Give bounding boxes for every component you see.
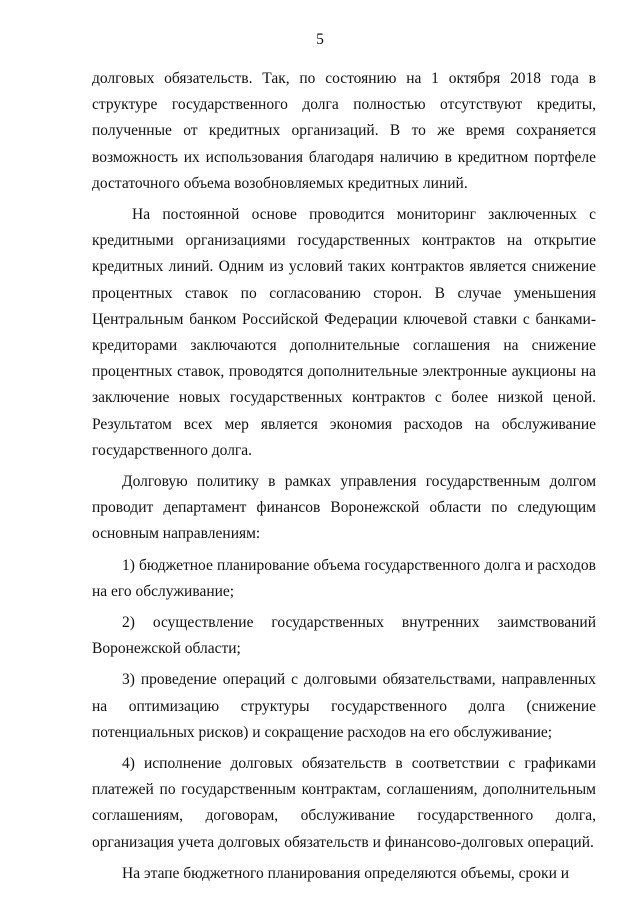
list-item-3: 3) проведение операций с долговыми обязательствами, направленных на оптимизацию структуры государственного долга (снижение потенциальных рисков) и сокращение расходов на его обслуживание; <box>92 671 596 741</box>
list-item-4: 4) исполнение долговых обязательств в соответствии с графиками платежей по государственным контрактам, соглашениям, дополнительным соглашениям, договорам, обслуживание государственного долга, организация учета долговых обязательств и финансово-долговых операций. <box>92 755 596 851</box>
list-item-1: 1) бюджетное планирование объема государственного долга и расходов на его обслуживание; <box>92 556 596 600</box>
paragraph-budget-planning: На этапе бюджетного планирования определяются объемы, сроки и <box>122 864 570 882</box>
paragraph-debt-policy: Долговую политику в рамках управления государственным долгом проводит департамент финансов Воронежской области по следующим основным направлениям: <box>92 473 596 543</box>
list-item-2: 2) осуществление государственных внутренних заимствований Воронежской области; <box>92 614 596 658</box>
page-number: 5 <box>316 31 324 48</box>
body-text <box>92 66 596 892</box>
paragraph-debt-obligations: долговых обязательств. Так, по состоянию на 1 октября 2018 года в структуре государственного долга полностью отсутствуют кредиты, полученные от кредитных организаций. В то же время сохраняется возможность их использования благодаря наличию в кредитном портфеле достаточного объема возобновляемых кредитных линий. <box>92 70 596 192</box>
paragraph-monitoring: На постоянной основе проводится мониторинг заключенных с кредитными организациями государственных контрактов на открытие кредитных линий. Одним из условий таких контрактов является снижение процентных ставок по согласованию сторон. В случае уменьшения Центральным банком Российской Федерации ключевой ставки с банками-кредиторами заключаются дополнительные соглашения на снижение процентных ставок, проводятся дополнительные электронные аукционы на заключение новых государственных контрактов с более низкой ценой. Результатом всех мер является экономия расходов на обслуживание государственного долга. <box>92 206 596 459</box>
